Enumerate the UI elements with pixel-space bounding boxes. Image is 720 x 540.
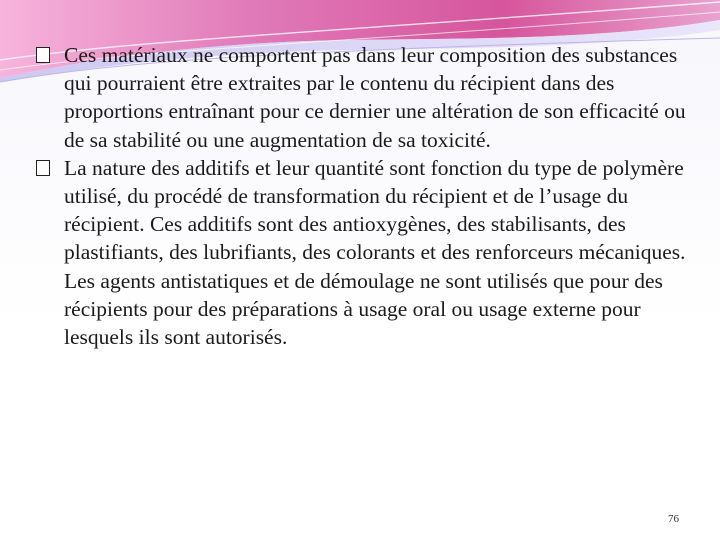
bullet-list <box>36 41 686 351</box>
paragraph-text: Ces matériaux ne comportent pas dans leur composition des substances qui pourraient être extraites par le contenu du récipient dans des proportions entraînant pour ce dernier une altération de son efficacité ou de sa stabilité ou une augmentation de sa toxicité. <box>64 43 686 152</box>
bullet-paragraph-1 <box>36 41 686 154</box>
bullet-box-icon <box>36 47 50 63</box>
page-number: 76 <box>668 513 679 525</box>
bullet-paragraph-2 <box>36 154 686 351</box>
bullet-box-icon <box>36 160 50 176</box>
paragraph-text: La nature des additifs et leur quantité sont fonction du type de polymère utilisé, du procédé de transformation du récipient et de l’usage du récipient. Ces additifs sont des antioxygènes, des stabilisants, des plastifiants, des lubrifiants, des colorants et des renforceurs mécaniques. Les agents antistatiques et de démoulage ne sont utilisés que pour des récipients pour des préparations à usage oral ou usage externe pour lesquels ils sont autorisés. <box>64 155 686 350</box>
